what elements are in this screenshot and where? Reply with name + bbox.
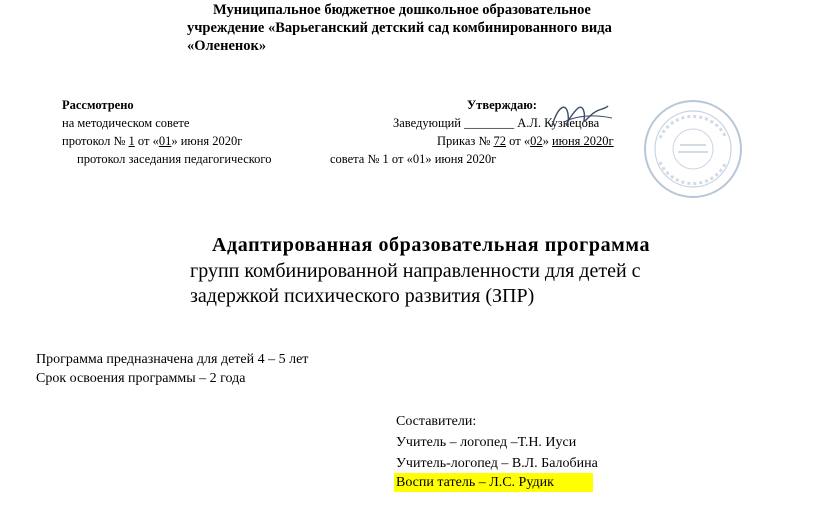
approved-order: Приказ № 72 от «02» июня 2020г <box>437 134 614 148</box>
reviewed-council: на методическом совете <box>62 116 190 130</box>
reviewed-protocol: протокол № 1 от «01» июня 2020г <box>62 134 243 148</box>
approved-head: Заведующий ________ А.Л. Кузнецова <box>393 116 600 130</box>
stamp-seal <box>642 98 744 200</box>
approved-heading: Утверждаю: <box>467 98 537 112</box>
council-protocol-date: совета № 1 от «01» июня 2020г <box>330 152 497 166</box>
program-term: Срок освоения программы – 2 года <box>36 371 246 386</box>
author-3-highlighted: Воспи татель – Л.С. Рудик <box>394 473 593 492</box>
author-2: Учитель-логопед – В.Л. Балобина <box>396 456 598 471</box>
reviewed-protocol-meeting: протокол заседания педагогического <box>77 152 272 166</box>
org-name-line1: Муниципальное бюджетное дошкольное образовательное <box>213 2 591 18</box>
reviewed-heading: Рассмотрено <box>62 98 134 112</box>
org-name-line2: учреждение «Варьеганский детский сад комбинированного вида <box>187 20 612 36</box>
signature-image <box>548 96 618 136</box>
author-1: Учитель – логопед –Т.Н. Иуси <box>396 435 577 450</box>
program-subtitle-line1: групп комбинированной направленности для детей с <box>190 260 641 282</box>
program-age: Программа предназначена для детей 4 – 5 лет <box>36 352 309 367</box>
program-title: Адаптированная образовательная программа <box>212 234 651 256</box>
program-subtitle-line2: задержкой психического развития (ЗПР) <box>190 285 535 307</box>
org-name-line3: «Олененок» <box>187 38 267 54</box>
authors-heading: Составители: <box>396 414 477 429</box>
